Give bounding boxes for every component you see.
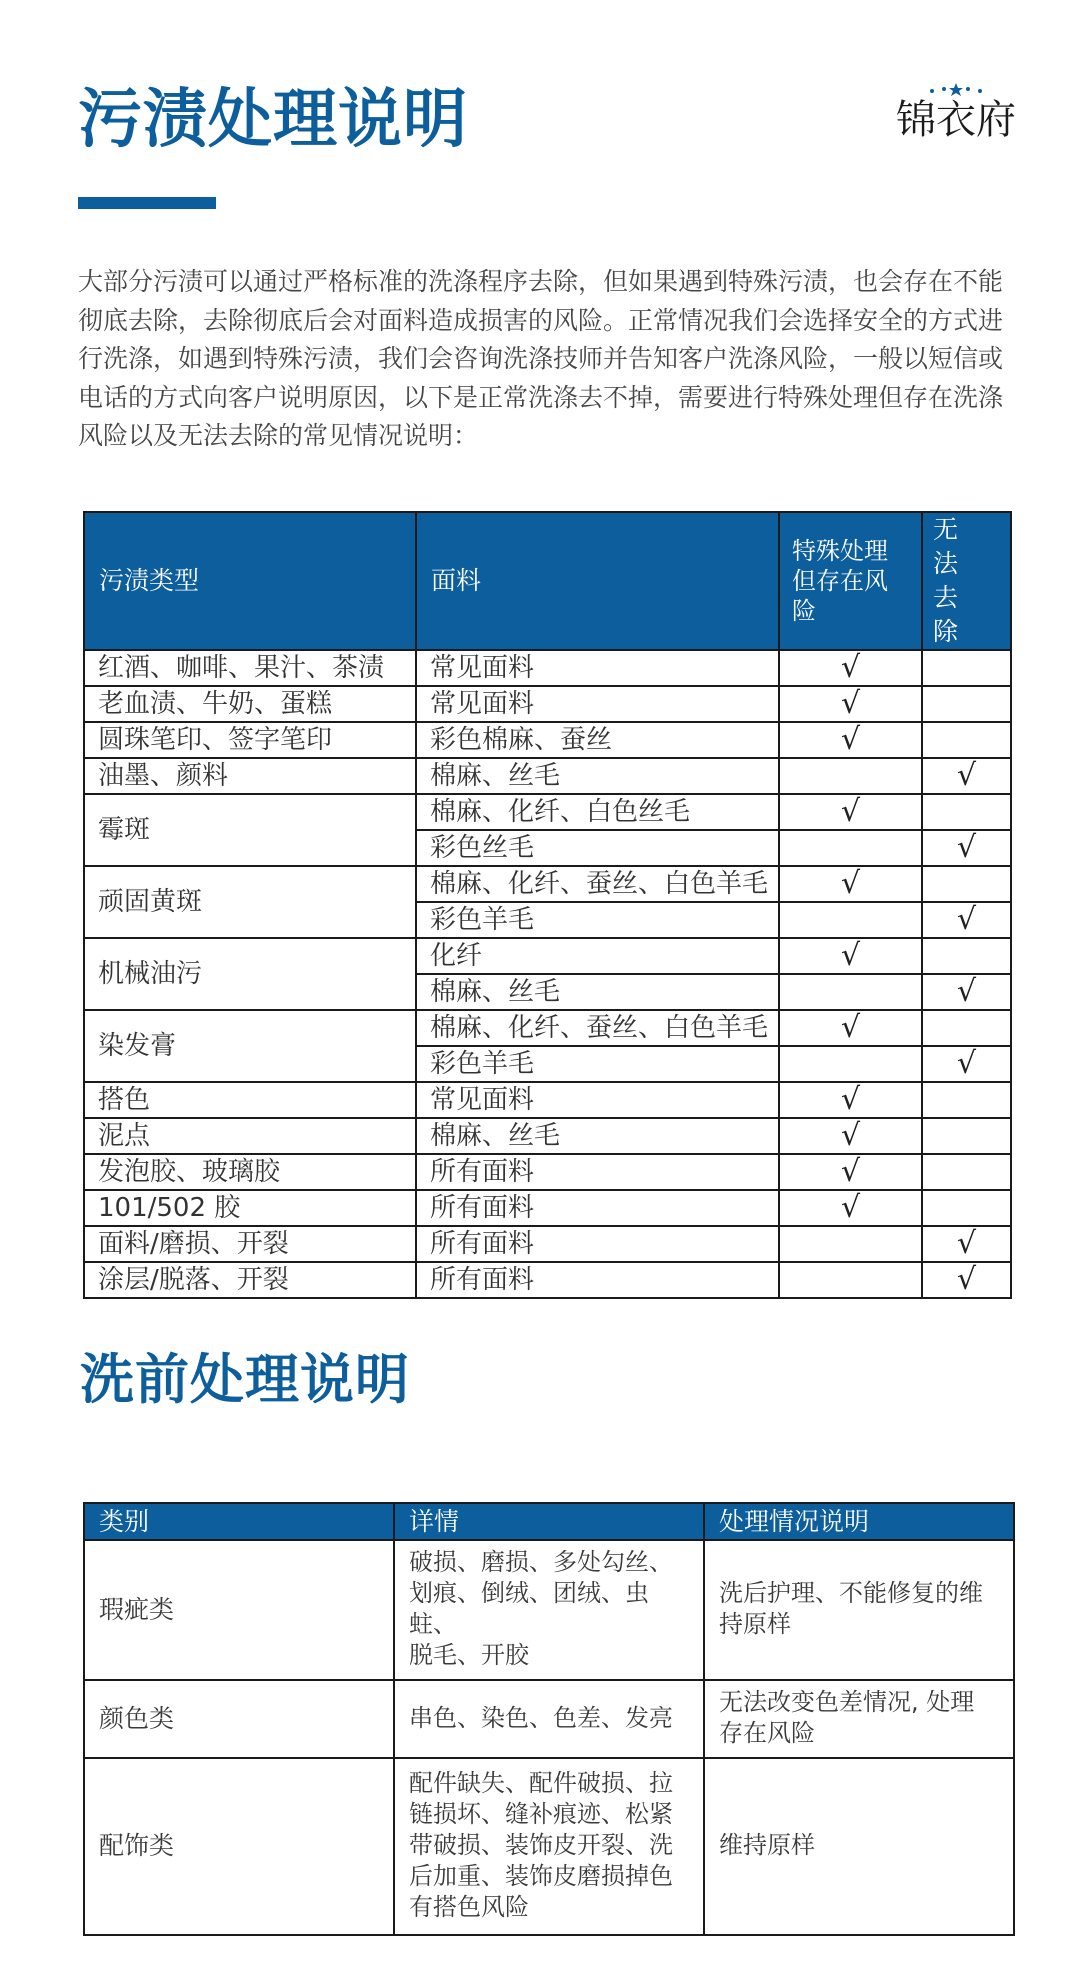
fabric-cell: 常见面料	[416, 650, 779, 686]
cannot-check-cell	[922, 1154, 1011, 1190]
table-row	[84, 758, 1011, 794]
cannot-check-cell: √	[922, 974, 1011, 1010]
table-row	[84, 866, 1011, 902]
details-line: 配件缺失、配件破损、拉	[409, 1769, 673, 1797]
header-stain-type: 污渍类型	[84, 512, 416, 650]
details-line: 划痕、倒绒、团绒、虫蛀、	[409, 1579, 649, 1638]
table-row	[84, 1758, 1014, 1935]
fabric-cell: 棉麻、化纤、白色丝毛	[416, 794, 779, 830]
cannot-check-cell	[922, 1118, 1011, 1154]
risk-check-cell: √	[779, 722, 922, 758]
risk-check-cell: √	[779, 794, 922, 830]
stain-table-header	[84, 512, 1011, 650]
details-line: 有搭色风险	[409, 1893, 529, 1921]
fabric-cell: 彩色羊毛	[416, 1046, 779, 1082]
handling-line: 无法改变色差情况, 处理	[719, 1688, 975, 1716]
risk-check-cell: √	[779, 686, 922, 722]
stain-type-cell: 老血渍、牛奶、蛋糕	[84, 686, 416, 722]
stain-type-cell: 涂层/脱落、开裂	[84, 1262, 416, 1298]
stain-type-cell: 机械油污	[84, 938, 416, 1010]
cannot-check-cell	[922, 938, 1011, 974]
stain-type-cell: 101/502 胶	[84, 1190, 416, 1226]
category-cell: 瑕疵类	[84, 1540, 394, 1680]
cannot-check-cell: √	[922, 902, 1011, 938]
table-row	[84, 1010, 1011, 1046]
table-row	[84, 1154, 1011, 1190]
handling-cell	[704, 1540, 1014, 1680]
stain-type-cell: 泥点	[84, 1118, 416, 1154]
header-risk-line: 但存在风	[792, 567, 888, 595]
table-row	[84, 650, 1011, 686]
stain-type-cell: 顽固黄斑	[84, 866, 416, 938]
header-cannot-line: 去 除	[933, 583, 965, 646]
table-row	[84, 938, 1011, 974]
title-underline	[78, 197, 216, 209]
intro-paragraph: 大部分污渍可以通过严格标准的洗涤程序去除，但如果遇到特殊污渍，也会存在不能彻底去除，去除彻底后会对面料造成损害的风险。正常情况我们会选择安全的方式进行洗涤，如遇到特殊污渍，我们会咨询洗涤技师并告知客户洗涤风险，一般以短信或电话的方式向客户说明原因，以下是正常洗涤去不掉，需要进行特殊处理但存在洗涤风险以及无法去除的常见情况说明：	[78, 267, 1004, 450]
stain-type-cell: 红酒、咖啡、果汁、茶渍	[84, 650, 416, 686]
details-cell	[394, 1758, 704, 1935]
section-title: 洗前处理说明	[80, 1348, 410, 1411]
cannot-check-cell: √	[922, 830, 1011, 866]
details-cell	[394, 1540, 704, 1680]
cannot-check-cell	[922, 1082, 1011, 1118]
cannot-check-cell	[922, 866, 1011, 902]
risk-check-cell	[779, 1046, 922, 1082]
risk-check-cell: √	[779, 938, 922, 974]
stain-type-cell: 染发膏	[84, 1010, 416, 1082]
brand-logo	[886, 82, 1026, 152]
fabric-cell: 化纤	[416, 938, 779, 974]
details-line: 链损坏、缝补痕迹、松紧	[409, 1800, 673, 1828]
fabric-cell: 彩色丝毛	[416, 830, 779, 866]
header-details: 详情	[394, 1503, 704, 1540]
table-row	[84, 722, 1011, 758]
risk-check-cell: √	[779, 866, 922, 902]
cannot-check-cell	[922, 1010, 1011, 1046]
table-row	[84, 1540, 1014, 1680]
risk-check-cell: √	[779, 1082, 922, 1118]
handling-line: 持原样	[719, 1610, 791, 1638]
table-row	[84, 1118, 1011, 1154]
fabric-cell: 所有面料	[416, 1226, 779, 1262]
risk-check-cell: √	[779, 1154, 922, 1190]
stain-table-body	[84, 650, 1011, 1298]
category-cell: 颜色类	[84, 1680, 394, 1758]
fabric-cell: 彩色羊毛	[416, 902, 779, 938]
header-special-risk	[779, 512, 922, 650]
fabric-cell: 棉麻、丝毛	[416, 974, 779, 1010]
details-line: 带破损、装饰皮开裂、洗	[409, 1831, 673, 1859]
handling-cell	[704, 1758, 1014, 1935]
details-line: 串色、染色、色差、发亮	[409, 1703, 673, 1732]
stain-type-cell: 油墨、颜料	[84, 758, 416, 794]
fabric-cell: 彩色棉麻、蚕丝	[416, 722, 779, 758]
stain-type-cell: 面料/磨损、开裂	[84, 1226, 416, 1262]
risk-check-cell: √	[779, 650, 922, 686]
details-cell	[394, 1680, 704, 1758]
handling-cell	[704, 1680, 1014, 1758]
fabric-cell: 常见面料	[416, 686, 779, 722]
risk-check-cell: √	[779, 1190, 922, 1226]
cannot-check-cell: √	[922, 758, 1011, 794]
fabric-cell: 棉麻、化纤、蚕丝、白色羊毛	[416, 866, 779, 902]
handling-line: 维持原样	[719, 1831, 815, 1859]
cannot-check-cell	[922, 650, 1011, 686]
pre-table-header	[84, 1503, 1014, 1540]
pre-table-body	[84, 1540, 1014, 1935]
category-cell: 配饰类	[84, 1758, 394, 1935]
stain-type-cell: 搭色	[84, 1082, 416, 1118]
handling-line: 洗后护理、不能修复的维	[719, 1579, 983, 1607]
details-line: 脱毛、开胶	[409, 1641, 529, 1669]
table-row	[84, 1082, 1011, 1118]
table-row	[84, 1190, 1011, 1226]
pre-wash-table	[83, 1502, 1015, 1936]
table-row	[84, 686, 1011, 722]
risk-check-cell	[779, 1226, 922, 1262]
table-row	[84, 794, 1011, 830]
cannot-check-cell	[922, 794, 1011, 830]
table-row	[84, 1680, 1014, 1758]
cannot-check-cell	[922, 722, 1011, 758]
header-handling: 处理情况说明	[704, 1503, 1014, 1540]
table-row	[84, 1226, 1011, 1262]
handling-line: 存在风险	[719, 1719, 815, 1747]
cannot-check-cell	[922, 1190, 1011, 1226]
fabric-cell: 棉麻、化纤、蚕丝、白色羊毛	[416, 1010, 779, 1046]
logo-wordmark: 锦衣府	[896, 97, 1016, 143]
header-fabric: 面料	[416, 512, 779, 650]
cannot-check-cell: √	[922, 1226, 1011, 1262]
risk-check-cell	[779, 974, 922, 1010]
stain-type-cell: 霉斑	[84, 794, 416, 866]
header-risk-line: 险	[792, 597, 816, 625]
fabric-cell: 棉麻、丝毛	[416, 758, 779, 794]
fabric-cell: 所有面料	[416, 1190, 779, 1226]
risk-check-cell: √	[779, 1010, 922, 1046]
risk-check-cell: √	[779, 1118, 922, 1154]
stain-table	[83, 511, 1012, 1299]
header-risk-line: 特殊处理	[792, 537, 888, 565]
stain-type-cell: 发泡胶、玻璃胶	[84, 1154, 416, 1190]
details-line: 破损、磨损、多处勾丝、	[409, 1548, 673, 1576]
stain-type-cell: 圆珠笔印、签字笔印	[84, 722, 416, 758]
page-title: 污渍处理说明	[78, 83, 468, 157]
details-line: 后加重、装饰皮磨损掉色	[409, 1862, 673, 1890]
fabric-cell: 所有面料	[416, 1262, 779, 1298]
risk-check-cell	[779, 902, 922, 938]
fabric-cell: 常见面料	[416, 1082, 779, 1118]
cannot-check-cell: √	[922, 1046, 1011, 1082]
fabric-cell: 所有面料	[416, 1154, 779, 1190]
header-cannot-remove	[922, 512, 1011, 650]
table-row	[84, 1262, 1011, 1298]
cannot-check-cell	[922, 686, 1011, 722]
risk-check-cell	[779, 830, 922, 866]
risk-check-cell	[779, 1262, 922, 1298]
cannot-check-cell: √	[922, 1262, 1011, 1298]
fabric-cell: 棉麻、丝毛	[416, 1118, 779, 1154]
header-cannot-line: 无 法	[933, 515, 965, 578]
header-category: 类别	[84, 1503, 394, 1540]
risk-check-cell	[779, 758, 922, 794]
